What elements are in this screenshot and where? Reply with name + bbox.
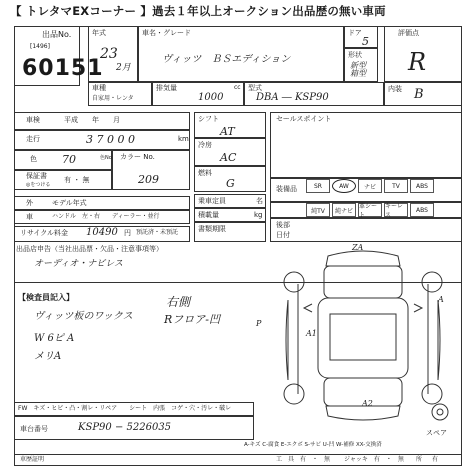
bottom-works-label: 工 具 有 ・ 無 (276, 456, 331, 463)
diagram-hood (324, 266, 402, 298)
bottom-jack-label: ジャッキ 有 ・ 無 (344, 456, 404, 463)
damage-legend: A-キズ C-腐食 E-エクボ S-サビ U-凹 W-補修 XX-交換済 (244, 442, 382, 448)
rear-label: 後部 (276, 221, 290, 229)
diagram-damage-note: 右側 (166, 295, 191, 309)
displacement-unit: cc (234, 84, 241, 91)
diagram-front (326, 251, 400, 266)
recycle-label: リサイクル料金 (20, 229, 69, 237)
equip-sr: SR (306, 179, 330, 193)
recycle-unit: 円 (124, 229, 131, 237)
equipment-label: 装備品 (276, 185, 297, 193)
bottom-row1-text: FW キズ・ヒビ・凸・割レ・リペア シート 内張 コゲ・穴・汚レ・破レ (18, 405, 232, 412)
equip-pure-navi: 純ナビ (332, 203, 356, 217)
inspector-label: 【検査員記入】 (18, 293, 74, 302)
lot-stamp: [1496] (30, 43, 50, 50)
diagram-spare-label: スペア (426, 429, 447, 437)
displacement-label: 排気量 (156, 84, 177, 92)
import-label: 外 (26, 199, 33, 207)
warranty-options: 有 ・ 無 (64, 176, 90, 184)
salespoint-label: セールスポイント (276, 115, 332, 123)
seating-unit: 名 (256, 197, 263, 205)
warranty-sub: ◎をつける (26, 182, 51, 188)
aircon-value: AC (220, 151, 237, 164)
doors-label: ドア (348, 29, 362, 37)
fuel-value: G (226, 177, 235, 190)
diagram-right-mark: A (438, 295, 444, 304)
grade-value: R (408, 48, 427, 76)
regtype-sub: 自家用・レンタ (92, 95, 134, 102)
mileage-value: 3 7 0 0 0 (86, 133, 135, 146)
header-banner: 【 トレタマEXコーナー 】過去１年以上オークション出品歴の無い車両 (10, 4, 386, 18)
doors-value: 5 (362, 35, 369, 48)
year-label: 年式 (92, 29, 106, 37)
diagram-center-mark: A1 (306, 329, 317, 338)
colorno-label: カラー No. (120, 153, 155, 161)
inspection-label: 車検 (26, 116, 40, 124)
diagram-wheel-rr (422, 384, 442, 404)
shape-label: 形状 (348, 51, 362, 59)
shape-value: 新型 箱型 (350, 61, 366, 78)
colorno-value: 209 (138, 173, 159, 186)
lot-number: 60151 (22, 56, 104, 81)
diagram-wheel-fr (422, 272, 442, 292)
color-value: 70 (62, 153, 76, 166)
inspector-line1: ヴィッツ板のワックス (34, 311, 133, 322)
mileage-label: 走行 (26, 135, 40, 143)
rear-sub: 日付 (276, 231, 290, 239)
fuel-label: 燃料 (198, 169, 212, 177)
bottom-owner-label: 所 (416, 456, 423, 463)
import-sub: モデル年式 (52, 199, 87, 207)
diagram-top-mark: ZA (352, 243, 364, 252)
bottom-row3-label: 車歴証明 (20, 456, 45, 463)
color-no-label: 色No (100, 155, 112, 161)
grade-label: 評価点 (398, 29, 419, 37)
bottom-row2-label: 車台番号 (20, 425, 48, 433)
interior-value: B (414, 87, 424, 102)
equip-navi: ナビ (358, 179, 382, 193)
color-label: 色 (30, 155, 37, 163)
inspection-sub: 平成 年 月 (64, 116, 120, 124)
equip-keyless: キーレス (384, 203, 408, 217)
regtype-label: 車種 (92, 84, 106, 92)
diagram-mirror-left (304, 304, 312, 312)
notes-value: オーディオ・ナビレス (34, 259, 124, 269)
certexpiry-label: 書類期限 (198, 225, 226, 233)
aircon-label: 冷房 (198, 141, 212, 149)
year-value: 23 (100, 46, 118, 62)
bottom-owner-value: 有 (432, 456, 439, 463)
warranty-label: 保証書 (26, 172, 47, 180)
shift-value: AT (220, 125, 235, 138)
equip-aw: AW (332, 179, 356, 193)
recycle-value: 10490 (86, 227, 118, 238)
equip-leather: 革シート (358, 203, 382, 217)
diagram-mirror-right (414, 304, 422, 312)
shift-label: シフト (198, 115, 219, 123)
model-label: 車名・グレード (142, 29, 191, 37)
inspector-line3: メリA (34, 351, 62, 362)
diagram-bottom-mark: A2 (362, 399, 373, 408)
diagram-wheel-fl (284, 272, 304, 292)
equip-tv: TV (384, 179, 408, 193)
modelcode-label: 型式 (248, 84, 262, 92)
lot-label: 出品No. (42, 30, 72, 39)
seating-label: 乗車定員 (198, 197, 226, 205)
diagram-spare-hub (437, 409, 443, 415)
import-cell (14, 196, 190, 210)
car-label: 車 (26, 213, 33, 221)
equip-pure-tv: 純TV (306, 203, 330, 217)
modelcode-value: DBA ― KSP90 (256, 92, 329, 103)
bottom-row2-value: KSP90 − 5226035 (78, 422, 172, 433)
displacement-value: 1000 (198, 92, 224, 103)
car-sub: ハンドル 左・右 ディーラー・並行 (52, 213, 160, 220)
mileage-unit: km (178, 135, 189, 143)
rear-cell (270, 218, 462, 242)
year-month: 2月 (116, 63, 131, 73)
diagram-left-side (286, 284, 298, 394)
diagram-rear (326, 406, 400, 420)
interior-label: 内装 (388, 85, 402, 93)
diagram-roof (330, 314, 396, 360)
equip-abs2: ABS (410, 203, 434, 217)
notes-label: 出品店申告（当社出品票・欠品・注意事項等） (16, 245, 163, 253)
recycle-options: 預託済・未預託 (136, 229, 179, 236)
diagram-spare (432, 404, 448, 420)
diagram-rear-note: Rフロア-凹 (164, 313, 220, 326)
inspector-line2: W 6ピ A (34, 333, 75, 344)
model-value: ヴィッツ ＢＳエディション (162, 54, 291, 65)
diagram-cabin (318, 298, 408, 378)
load-label: 積載量 (198, 211, 219, 219)
equip-abs: ABS (410, 179, 434, 193)
load-unit: kg (254, 211, 263, 219)
diagram-wheel-rl (284, 384, 304, 404)
diagram-left-mark: P (256, 319, 262, 328)
